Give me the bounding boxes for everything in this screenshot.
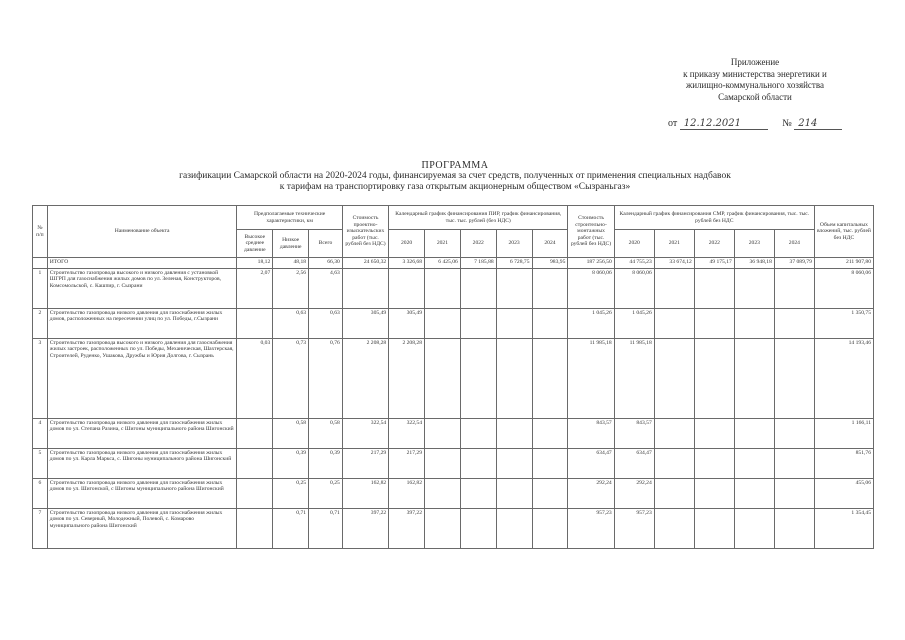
row-length-high [237,479,273,509]
row-length-low: 0,39 [273,449,309,479]
row-smr-year [694,509,734,549]
row-pir-year [532,309,568,339]
row-cost-smr: 11 985,18 [568,339,614,419]
row-smr-year [694,339,734,419]
row-smr-year [694,449,734,479]
total-label: ИТОГО [47,258,237,269]
row-length-low: 0,63 [273,309,309,339]
row-smr-year [694,419,734,449]
row-length-total: 0,25 [309,479,343,509]
row-smr-year [734,309,774,339]
row-total: 455,06 [814,479,873,509]
row-name: Строительство газопровода низкого давления для газоснабжения жилых домов по ул. Степана Разина, с Шигоны муниципального района Шигонский [47,419,237,449]
row-pir-year [460,309,496,339]
row-length-total: 0,63 [309,309,343,339]
header-year: 2022 [694,230,734,258]
row-length-total: 0,39 [309,449,343,479]
row-smr-year: 292,24 [614,479,654,509]
row-smr-year: 1 045,26 [614,309,654,339]
row-pir-year [425,269,461,309]
total-cell: 33 674,12 [654,258,694,269]
row-smr-year [654,509,694,549]
row-pir-year [425,479,461,509]
row-smr-year: 843,57 [614,419,654,449]
header-year: 2020 [389,230,425,258]
total-cell: 211 907,80 [814,258,873,269]
program-table [32,205,874,549]
row-pir-year [496,269,532,309]
row-length-high [237,419,273,449]
row-pir-year: 217,29 [389,449,425,479]
row-cost-smr: 957,23 [568,509,614,549]
row-length-total: 4,63 [309,269,343,309]
data-rows [33,269,874,549]
appendix-block [640,57,870,103]
total-cell: 7 185,88 [460,258,496,269]
header-cost-smr: Стоимость строительно-монтажных работ (тыс. рублей без НДС) [568,206,614,258]
total-cell: 37 089,79 [774,258,814,269]
total-cell: 6 728,75 [496,258,532,269]
row-length-high: 0,03 [237,339,273,419]
header-name: Наименование объекта [47,206,237,258]
header-cost-pir: Стоимость проектно-изыскательских работ (тыс. рублей без НДС) [342,206,388,258]
row-pir-year [460,509,496,549]
appendix-line: к приказу министерства энергетики и [683,68,827,79]
row-cost-pir: 217,29 [342,449,388,479]
header-year: 2020 [614,230,654,258]
row-smr-year [694,309,734,339]
row-pir-year [460,449,496,479]
row-smr-year [734,509,774,549]
row-cost-pir: 162,82 [342,479,388,509]
header-year: 2024 [532,230,568,258]
row-total: 1 354,45 [814,509,873,549]
row-smr-year [774,509,814,549]
header-year: 2021 [654,230,694,258]
total-cell: 44 755,23 [614,258,654,269]
row-pir-year [460,269,496,309]
header-year: 2023 [496,230,532,258]
title-line: к тарифам на транспортировку газа открытым акционерным обществом «Сызраньгаз» [279,182,631,192]
row-cost-smr: 634,47 [568,449,614,479]
row-smr-year [734,339,774,419]
row-smr-year [654,339,694,419]
row-pir-year [532,449,568,479]
row-pir-year [425,449,461,479]
row-smr-year [654,309,694,339]
row-smr-year: 634,47 [614,449,654,479]
order-reference [668,118,868,130]
row-num: 7 [33,509,48,549]
row-cost-pir [342,269,388,309]
row-num: 4 [33,419,48,449]
row-length-total: 0,76 [309,339,343,419]
table-row [33,339,874,419]
row-smr-year [694,479,734,509]
row-length-high [237,509,273,549]
row-smr-year [694,269,734,309]
row-smr-year [734,449,774,479]
header-length-high: Высокое среднее давление [237,230,273,258]
row-pir-year [532,479,568,509]
row-pir-year [425,509,461,549]
table-row [33,419,874,449]
row-pir-year [460,479,496,509]
row-pir-year [460,419,496,449]
row-smr-year [654,269,694,309]
row-pir-year [425,309,461,339]
row-cost-pir: 2 208,28 [342,339,388,419]
row-length-total: 0,71 [309,509,343,549]
appendix-line: Самарской области [718,91,792,102]
total-cell: 18,12 [237,258,273,269]
total-cell: 49 175,17 [694,258,734,269]
row-smr-year: 8 060,06 [614,269,654,309]
row-smr-year [654,449,694,479]
order-from-label: от [668,118,678,129]
row-num: 1 [33,269,48,309]
row-pir-year [496,309,532,339]
row-name: Строительство газопровода низкого давления для газоснабжения жилых домов по ул. Карла Маркса, с. Шигоны муниципального района Шигонский [47,449,237,479]
header-pir-schedule: Календарный график финансирования ПИР, график финансирования, тыс. тыс. рублей (без НДС) [389,206,568,230]
row-length-high: 2,07 [237,269,273,309]
header-num: № п/п [33,206,48,258]
row-name: Строительство газопровода высокого и низкого давления для газоснабжения жилых застроек, расположенных по ул. Победы, Механическая, Шахтерская, Строителей, Руденко, Ушакова, Дружбы и Юрия Долгова, г. Сызрань [47,339,237,419]
header-length-total: Всего [309,230,343,258]
order-number-label: № [782,118,792,129]
row-smr-year [774,339,814,419]
row-num: 2 [33,309,48,339]
row-total: 14 193,46 [814,339,873,419]
row-cost-smr: 1 045,26 [568,309,614,339]
row-smr-year [654,479,694,509]
header-smr-schedule: Календарный график финансирования СМР, график финансирования, тыс. тыс. рублей без НДС [614,206,814,230]
total-cell: 3 326,68 [389,258,425,269]
row-smr-year [654,419,694,449]
row-pir-year [496,339,532,419]
table-row [33,509,874,549]
row-pir-year [532,419,568,449]
row-smr-year: 957,23 [614,509,654,549]
total-cell: 6 425,06 [425,258,461,269]
row-smr-year: 11 985,18 [614,339,654,419]
row-smr-year [734,419,774,449]
row-cost-pir: 305,49 [342,309,388,339]
row-pir-year [389,269,425,309]
header-year: 2021 [425,230,461,258]
row-cost-smr: 8 060,06 [568,269,614,309]
row-length-low: 0,25 [273,479,309,509]
header-year: 2024 [774,230,814,258]
row-pir-year [425,419,461,449]
row-name: Строительство газопровода низкого давления для газоснабжения жилых домов по ул. Северный, Молодежный, Полевой, с. Комарово муниципального района Шигонский [47,509,237,549]
table-row [33,479,874,509]
row-cost-pir: 397,22 [342,509,388,549]
total-cell: 983,95 [532,258,568,269]
row-cost-pir: 322,54 [342,419,388,449]
row-pir-year: 322,54 [389,419,425,449]
row-smr-year [774,309,814,339]
order-number: 214 [794,118,842,130]
row-pir-year [425,339,461,419]
row-smr-year [734,269,774,309]
row-length-total: 0,58 [309,419,343,449]
header-year: 2023 [734,230,774,258]
total-cell: 36 948,18 [734,258,774,269]
header-planned: Предполагаемые технические характеристики, км [237,206,342,230]
row-smr-year [774,269,814,309]
title-line: газификации Самарской области на 2020-2024 годы, финансируемая за счет средств, полученных от применения специальных надбавок [179,171,731,181]
row-total: 1 350,75 [814,309,873,339]
row-smr-year [774,449,814,479]
row-pir-year [460,339,496,419]
row-pir-year [532,339,568,419]
total-row [33,258,874,269]
header-length-low: Низкое давление [273,230,309,258]
header-total: Объем капитальных вложений, тыс. рублей без НДС [814,206,873,258]
row-pir-year: 162,82 [389,479,425,509]
row-num: 6 [33,479,48,509]
row-pir-year: 397,22 [389,509,425,549]
row-length-high [237,449,273,479]
row-pir-year [496,419,532,449]
appendix-line: жилищно-коммунального хозяйства [686,80,824,90]
total-cell: 48,18 [273,258,309,269]
table-row [33,269,874,309]
row-num: 5 [33,449,48,479]
row-length-low: 2,56 [273,269,309,309]
row-pir-year [532,269,568,309]
row-pir-year: 2 208,28 [389,339,425,419]
row-pir-year: 305,49 [389,309,425,339]
row-num: 3 [33,339,48,419]
table-row [33,449,874,479]
total-cell: 187 256,50 [568,258,614,269]
total-cell: 66,30 [309,258,343,269]
total-cell: 24 650,32 [342,258,388,269]
row-pir-year [496,509,532,549]
row-cost-smr: 292,24 [568,479,614,509]
row-pir-year [532,509,568,549]
program-heading: ПРОГРАММА [421,160,489,171]
row-total: 851,76 [814,449,873,479]
row-length-low: 0,73 [273,339,309,419]
header-year: 2022 [460,230,496,258]
row-name: Строительство газопровода высокого и низкого давления с установкой ШГРП для газоснабжения жилых домов по ул. Зеленая, Конструкторов, Комсомольской, с. Кашпир, г. Сызрани [47,269,237,309]
row-smr-year [774,479,814,509]
table-row [33,309,874,339]
row-pir-year [496,449,532,479]
row-name: Строительство газопровода низкого давления для газоснабжения жилых домов, расположенных на пересечении улиц по ул. Победы, г.Сызрани [47,309,237,339]
row-length-low: 0,58 [273,419,309,449]
row-name: Строительство газопровода низкого давления для газоснабжения жилых домов по ул. Шигонской, с Шигоны муниципального района Шигонский [47,479,237,509]
document-title [150,160,760,193]
row-length-high [237,309,273,339]
row-total: 8 060,06 [814,269,873,309]
row-smr-year [734,479,774,509]
appendix-line: Приложение [730,57,780,67]
row-cost-smr: 843,57 [568,419,614,449]
row-total: 1 166,11 [814,419,873,449]
row-smr-year [774,419,814,449]
row-length-low: 0,71 [273,509,309,549]
order-date: 12.12.2021 [680,118,768,130]
row-pir-year [496,479,532,509]
